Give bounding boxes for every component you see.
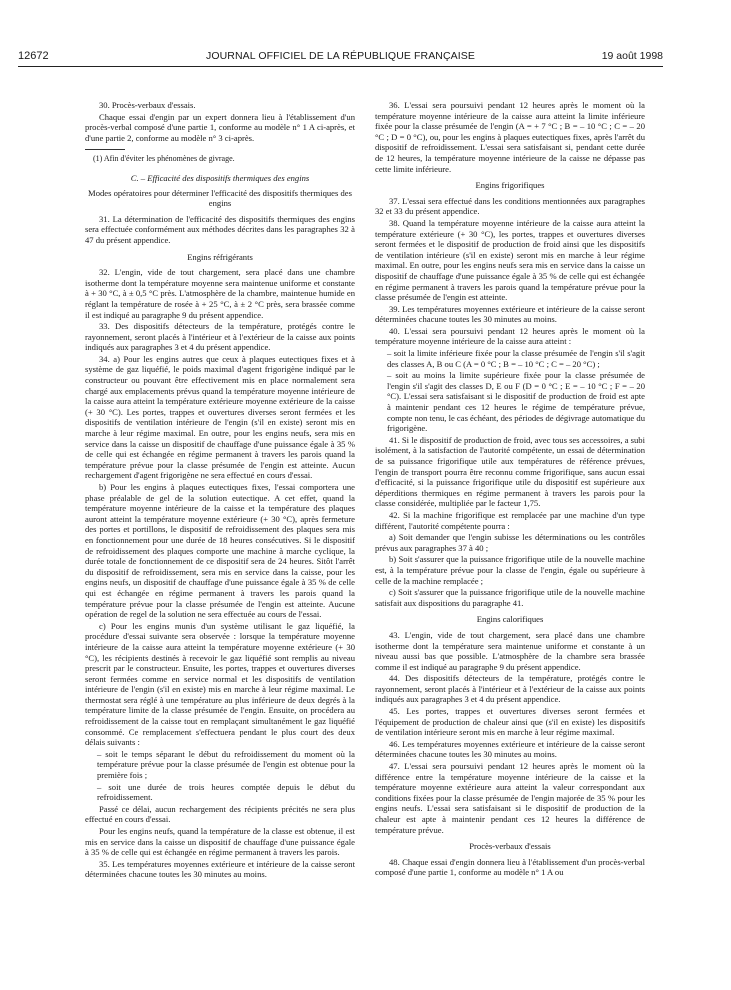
paragraph-neufs: Pour les engins neufs, quand la température de la classe est obtenue, il est mis en service dans la caisse un dispositif de chauffage d'une puissance égale à 35 % de celle qui est échangée en régime permanent à travers les parois. (85, 826, 355, 858)
issue-date: 19 août 1998 (601, 50, 663, 62)
paragraph-43: 43. L'engin, vide de tout chargement, sera placé dans une chambre isotherme dont la température sera maintenue uniforme et constante à un niveau aussi bas que possible. L'atmosphère de la chambre sera brassée comme il est indiqué au paragraphe 9 du présent appendice. (375, 629, 645, 672)
paragraph-47: 47. L'essai sera poursuivi pendant 12 heures après le moment où la différence entre la température moyenne intérieure de la caisse et la température moyenne extérieure aura atteint la valeur correspondant aux conditions fixées pour la classe présumée de l'engin majorée de 35 % pour les engins neufs. L'essai sera satisfaisant si le dispositif de production de la chaleur est apte à maintenir pendant ces 12 heures la différence de température prévue. (375, 761, 645, 835)
paragraph-33: 33. Des dispositifs détecteurs de la température, protégés contre le rayonnement, seront placés à l'intérieur et à l'extérieur de la caisse aux points indiqués aux paragraphes 3 et 4 du présent appendice. (85, 321, 355, 353)
paragraph-34b: b) Pour les engins à plaques eutectiques fixes, l'essai comportera une phase préalable de gel de la solution eutectique. A cet effet, quand la température moyenne intérieure de la caisse et la température des plaques auront atteint la température moyenne extérieure (+ 30 °C), après fermeture des portes et portillons, le dispositif de refroidissement des plaques sera mis en fonctionnement pour une durée de 18 heures consécutives. Si le dispositif de refroidissement des plaques comporte une machine à marche cyclique, la durée totale de fonctionnement de ce dispositif sera de 24 heures. Sitôt l'arrêt du dispositif de refroidissement, sera mis en service dans la caisse, pour les engins neufs, un dispositif de chauffage d'une puissance égale à 35 % de celle qui est échangée en régime permanent à travers les parois quand la température prévue pour la classe présumée de l'engin est atteinte. Aucune opération de regel de la solution ne sera effectuée au cours de l'essai. (85, 482, 355, 620)
journal-title: JOURNAL OFFICIEL DE LA RÉPUBLIQUE FRANÇAISE (206, 50, 475, 62)
paragraph-32: 32. L'engin, vide de tout chargement, sera placé dans une chambre isotherme dont la température moyenne sera maintenue uniforme et constante à + 30 °C, à ± 0,5 °C près. L'atmosphère de la chambre, maintenue humide en réglant la température de rosée à + 25 °C, à ± 2 °C près, sera brassée comme il est indiqué au paragraphe 9 du présent appendice. (85, 267, 355, 320)
paragraph-46: 46. Les températures moyennes extérieure et intérieure de la caisse seront déterminées chacune toutes les 30 minutes au moins. (375, 738, 645, 760)
heading-engins-refrigerants: Engins réfrigérants (187, 251, 253, 262)
heading-engins-calorifiques: Engins calorifiques (476, 614, 544, 625)
modes-operatoires-heading: Modes opératoires pour déterminer l'efficacité des dispositifs thermiques des engins (88, 187, 352, 209)
paragraph-39: 39. Les températures moyennes extérieure et intérieure de la caisse seront déterminées chacune toutes les 30 minutes au moins. (375, 303, 645, 325)
paragraph-42: 42. Si la machine frigorifique est remplacée par une machine d'un type différent, l'autorité compétente pourra : (375, 509, 645, 531)
paragraph-40: 40. L'essai sera poursuivi pendant 12 heures après le moment où la température moyenne intérieure de la caisse aura atteint : (375, 325, 645, 347)
paragraph-36: 36. L'essai sera poursuivi pendant 12 heures après le moment où la température moyenne intérieure de la caisse aura atteint la limite inférieure fixée pour la classe présumée de l'engin (A = + 7 °C ; B = – 10 °C ; C = – 20 °C ; D = 0 °C), ou, pour les engins à plaques eutectiques fixes, après l'arrêt du dispositif de refroidissement. L'essai sera satisfaisant si, pendant cette durée de 12 heures, la température moyenne intérieure de la caisse ne dépasse pas cette limite inférieure. (375, 100, 645, 174)
paragraph-44: 44. Des dispositifs détecteurs de la température, protégés contre le rayonnement, seront placés à l'intérieur et à l'extérieur de la caisse aux points indiqués aux paragraphes 3 et 4 du présent appendice. (375, 673, 645, 705)
paragraph-38: 38. Quand la température moyenne intérieure de la caisse aura atteint la température extérieure (+ 30 °C), les portes, trappes et ouvertures diverses seront fermées et le dispositif de production de froid ainsi que les dispositifs de ventilation intérieure (s'il en existe) seront mis en marche à leur régime maximal. En outre, pour les engins neufs sera mis en service dans la caisse un dispositif de chauffage d'une puissance égale à 35 % de celle qui est échangée en régime permanent à travers les parois quand la température prévue pour la classe présumée de l'engin est atteinte. (375, 217, 645, 303)
section-c-heading: C. – Efficacité des dispositifs thermiques des engins (130, 172, 310, 183)
list-item: – soit une durée de trois heures comptée depuis le début du refroidissement. (97, 781, 355, 803)
list-item: – soit le temps séparant le début du refroidissement du moment où la température prévue pour la classe présumée de l'engin est obtenue pour la première fois ; (97, 748, 355, 781)
paragraph-37: 37. L'essai sera effectué dans les conditions mentionnées aux paragraphes 32 et 33 du présent appendice. (375, 195, 645, 217)
paragraph-passe: Passé ce délai, aucun rechargement des récipients précités ne sera plus effectué en cours d'essai. (85, 803, 355, 825)
footnote-separator (85, 149, 125, 150)
list-item: – soit au moins la limite supérieure fixée pour la classe présumée de l'engin s'il s'agit des classes D, E ou F (D = 0 °C ; E = – 10 °C ; F = – 20 °C). L'essai sera satisfaisant si le dispositif de production de froid est apte à maintenir pendant ces 12 heures le régime de température prévue, compte non tenu, le cas échéant, des périodes de dégivrage automatique du frigorigène. (387, 370, 645, 434)
footnote: (1) Afin d'éviter les phénomènes de givrage. (93, 154, 235, 164)
paragraph-34c: c) Pour les engins munis d'un système utilisant le gaz liquéfié, la procédure d'essai suivante sera observée : lorsque la température moyenne intérieure de la caisse aura atteint la température moyenne extérieure (+ 30 °C), les récipients destinés à recevoir le gaz liquéfié sont remplis au niveau prescrit par le constructeur. Ensuite, les portes, trappes et ouvertures diverses seront fermées comme en service normal et les dispositifs de ventilation intérieure de l'engin (s'il en existe) mis en marche à leur régime maximal. Le thermostat sera réglé à une température au plus inférieure de deux degrés à la température limite de la classe présumée de l'engin. Ensuite, on procédera au refroidissement de la caisse tout en remplaçant simultanément le gaz liquéfié consommé. Ce remplacement s'effectuera pendant le plus court des deux délais suivants : (85, 620, 355, 748)
paragraph-31: 31. La détermination de l'efficacité des dispositifs thermiques des engins sera effectuée conformément aux méthodes décrites dans les paragraphes 32 à 47 du présent appendice. (85, 213, 355, 245)
right-column (375, 100, 645, 879)
paragraph-48: 48. Chaque essai d'engin donnera lieu à l'établissement d'un procès-verbal composé d'une partie 1, conforme au modèle n° 1 A ou (375, 856, 645, 878)
left-column (85, 100, 355, 881)
heading-engins-frigorifiques: Engins frigorifiques (475, 180, 545, 191)
paragraph-45: 45. Les portes, trappes et ouvertures diverses seront fermées et l'équipement de production de chaleur ainsi que (s'il en existe) les dispositifs de ventilation intérieure seront mis en marche à leur régime maximal. (375, 706, 645, 738)
paragraph-42b: b) Soit s'assurer que la puissance frigorifique utile de la nouvelle machine est, à la température prévue pour la classe de l'engin, égale ou supérieure à celle de la machine remplacée ; (375, 554, 645, 586)
paragraph-42a: a) Soit demander que l'engin subisse les déterminations ou les contrôles prévus aux paragraphes 37 à 40 ; (375, 532, 645, 553)
paragraph-30-title: 30. Procès-verbaux d'essais. (99, 100, 196, 110)
page-header (18, 50, 663, 66)
paragraph-41: 41. Si le dispositif de production de froid, avec tous ses accessoires, a subi isolément, à la satisfaction de l'autorité compétente, un essai de détermination de sa puissance frigorifique utile aux températures de référence prévues, l'engin de transport pourra être reconnu comme frigorifique, sans aucun essai d'efficacité, si la puissance frigorifique utile du dispositif est supérieure aux déperditions thermiques en régime permanent à travers les parois pour la classe considérée, multipliée par le facteur 1,75. (375, 434, 645, 509)
header-rule (18, 66, 663, 67)
heading-proces-verbaux: Procès-verbaux d'essais (469, 841, 551, 852)
page-number: 12672 (18, 50, 49, 62)
paragraph-34a: 34. a) Pour les engins autres que ceux à plaques eutectiques fixes et à système de gaz liquéfié, le poids maximal d'agent frigorigène indiqué par le constructeur ou pouvant être effectivement mis en place normalement sera chargé aux emplacements prévus quand la température moyenne intérieure de la caisse aura atteint la température extérieure moyenne extérieure de la caisse (+ 30 °C). Les portes, trappes et ouvertures diverses seront fermées et les dispositifs de ventilation intérieure de l'engin (s'il en existe) seront mis en marche à leur régime maximal. En outre, pour les engins neufs, sera mis en service dans la caisse un dispositif de chauffage d'une puissance égale à 35 % de celle qui est échangée en régime permanent à travers les parois quand la température prévue pour la classe présumée de l'engin est atteinte. Aucun rechargement d'agent frigorigène ne sera effectué en cours d'essai. (85, 353, 355, 481)
paragraph-35: 35. Les températures moyennes extérieure et intérieure de la caisse seront déterminées chacune toutes les 30 minutes au moins. (85, 858, 355, 880)
list-item: – soit la limite inférieure fixée pour la classe présumée de l'engin s'il s'agit des classes A, B ou C (A = 0 °C ; B = – 10 °C ; C = – 20 °C) ; (387, 348, 645, 369)
paragraph-42c: c) Soit s'assurer que la puissance frigorifique utile de la nouvelle machine satisfait aux dispositions du paragraphe 41. (375, 587, 645, 608)
paragraph-30: Chaque essai d'engin par un expert donnera lieu à l'établissement d'un procès-verbal composé d'une partie 1, conforme au modèle n° 1 A ci-après, et d'une partie 2, conforme au modèle n° 3 ci-après. (85, 111, 355, 143)
